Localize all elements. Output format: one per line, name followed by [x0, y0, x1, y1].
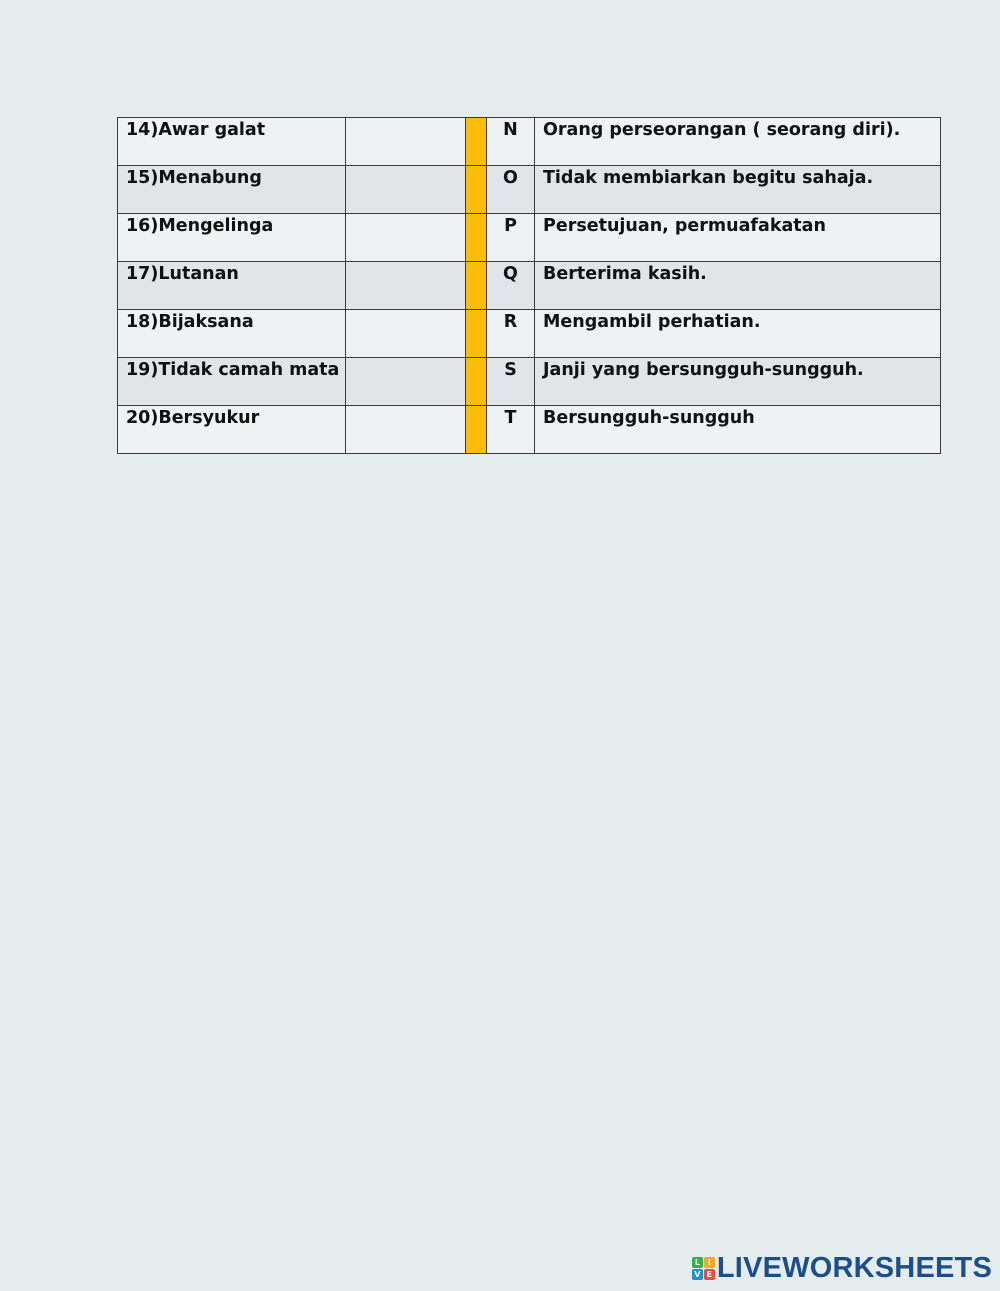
answer-box[interactable]: [346, 406, 466, 454]
term-cell: 14)Awar galat: [118, 118, 346, 166]
meaning-cell: Persetujuan, permuafakatan: [535, 214, 941, 262]
table-row: [118, 166, 941, 214]
logo-text: LIVEWORKSHEETS: [716, 1252, 992, 1284]
answer-box[interactable]: [346, 310, 466, 358]
option-letter: O: [487, 166, 535, 214]
answer-box[interactable]: [346, 358, 466, 406]
meaning-cell: Bersungguh-sungguh: [535, 406, 941, 454]
option-letter: T: [487, 406, 535, 454]
table-row: [118, 118, 941, 166]
answer-box[interactable]: [346, 166, 466, 214]
option-letter: N: [487, 118, 535, 166]
option-letter: Q: [487, 262, 535, 310]
drop-marker[interactable]: [466, 406, 487, 454]
answer-box[interactable]: [346, 118, 466, 166]
option-letter: P: [487, 214, 535, 262]
drop-marker[interactable]: [466, 358, 487, 406]
answer-box[interactable]: [346, 214, 466, 262]
table-row: [118, 214, 941, 262]
option-letter: S: [487, 358, 535, 406]
term-cell: 20)Bersyukur: [118, 406, 346, 454]
logo-mark-i: I: [704, 1257, 715, 1268]
term-cell: 16)Mengelinga: [118, 214, 346, 262]
logo-mark-l: L: [692, 1257, 703, 1268]
drop-marker[interactable]: [466, 166, 487, 214]
logo-mark-e: E: [704, 1269, 715, 1280]
drop-marker[interactable]: [466, 118, 487, 166]
meaning-cell: Janji yang bersungguh-sungguh.: [535, 358, 941, 406]
logo-mark-icon: [692, 1257, 715, 1280]
term-cell: 15)Menabung: [118, 166, 346, 214]
drop-marker[interactable]: [466, 310, 487, 358]
meaning-cell: Mengambil perhatian.: [535, 310, 941, 358]
meaning-cell: Orang perseorangan ( seorang diri).: [535, 118, 941, 166]
term-cell: 17)Lutanan: [118, 262, 346, 310]
table-row: [118, 310, 941, 358]
answer-box[interactable]: [346, 262, 466, 310]
drop-marker[interactable]: [466, 214, 487, 262]
meaning-cell: Tidak membiarkan begitu sahaja.: [535, 166, 941, 214]
meaning-cell: Berterima kasih.: [535, 262, 941, 310]
table-row: [118, 262, 941, 310]
term-cell: 19)Tidak camah mata: [118, 358, 346, 406]
logo-mark-v: V: [692, 1269, 703, 1280]
matching-table: [117, 117, 941, 454]
table-row: [118, 406, 941, 454]
term-cell: 18)Bijaksana: [118, 310, 346, 358]
table-row: [118, 358, 941, 406]
liveworksheets-logo: [692, 1252, 992, 1285]
drop-marker[interactable]: [466, 262, 487, 310]
option-letter: R: [487, 310, 535, 358]
